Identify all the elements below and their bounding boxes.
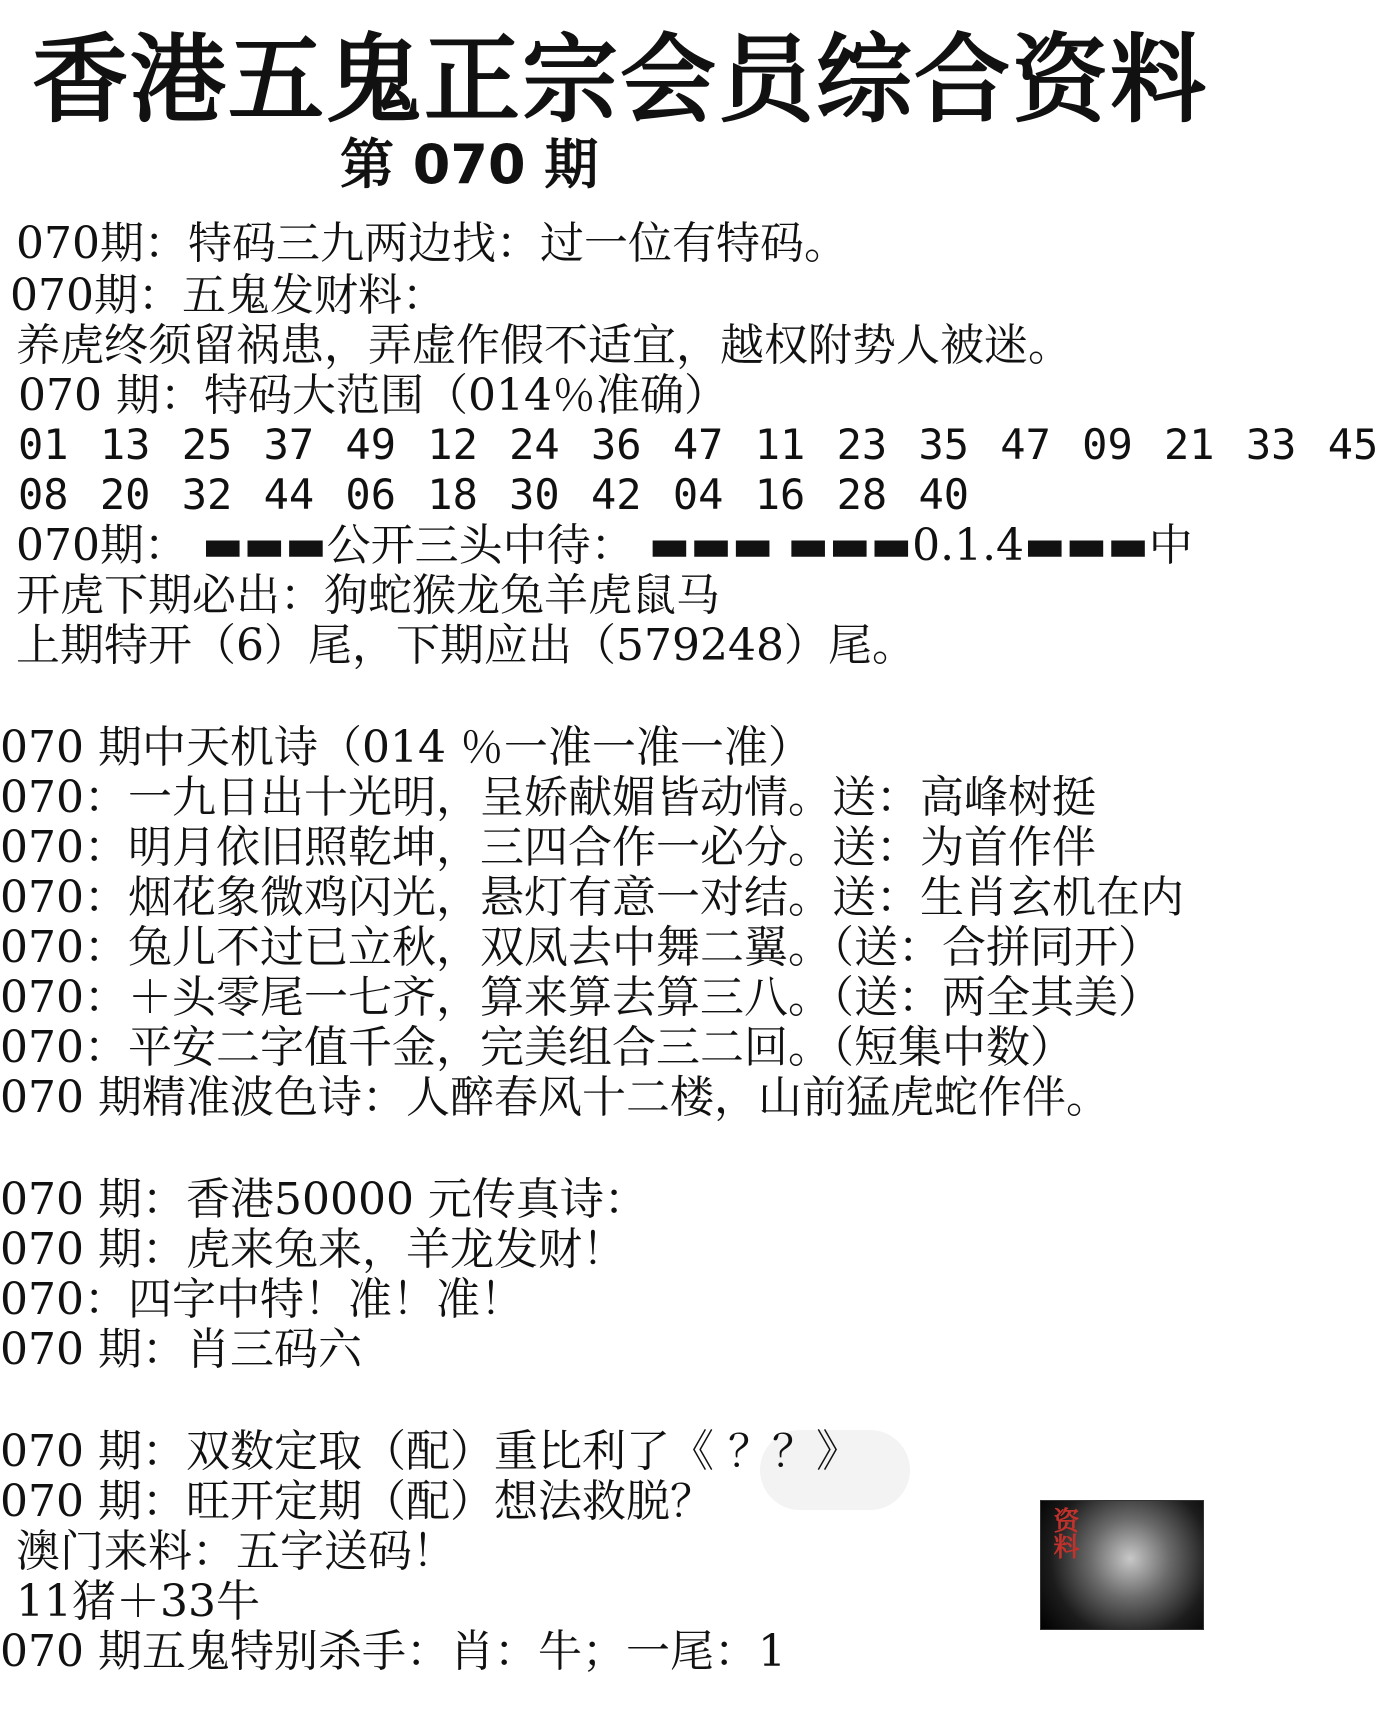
- line-tianji-6: 070：平安二字值千金，完美组合三二回。（短集中数）: [0, 1022, 1074, 1073]
- line-tail: 上期特开（6）尾，下期应出（579248）尾。: [16, 620, 916, 671]
- line-macau-codes: 11猪＋33牛: [16, 1576, 260, 1627]
- portrait-photo: [1040, 1500, 1204, 1630]
- line-fortune-heading: 070期：五鬼发财料：: [10, 270, 446, 321]
- line-killer: 070 期五鬼特别杀手：肖：牛；一尾：1: [0, 1626, 786, 1677]
- line-range-heading: 070 期：特码大范围（014％准确）: [18, 370, 728, 421]
- line-tianji-4: 070：兔儿不过已立秋，双凤去中舞二翼。（送：合拼同开）: [0, 922, 1162, 973]
- line-poem-1: 养虎终须留祸患，弄虚作假不适宜，越权附势人被迷。: [16, 320, 1072, 371]
- issue-number: 第 070 期: [340, 133, 599, 196]
- line-numbers-1: 01 13 25 37 49 12 24 36 47 11 23 35 47 09 21 33 45: [18, 420, 1378, 469]
- page-title: 香港五鬼正宗会员综合资料: [32, 24, 1208, 136]
- line-fax-poem-1: 070 期：虎来兔来，羊龙发财！: [0, 1224, 626, 1275]
- line-fax-poem-2: 070：四字中特！准！准！: [0, 1274, 524, 1325]
- line-macau-heading: 澳门来料：五字送码！: [16, 1526, 456, 1577]
- line-tianji-3: 070：烟花象微鸡闪光，悬灯有意一对结。送：生肖玄机在内: [0, 872, 1184, 923]
- line-tianji-heading: 070 期中天机诗（014 ％一准一准一准）: [0, 722, 812, 773]
- line-tianji-2: 070：明月依旧照乾坤，三四合作一必分。送：为首作伴: [0, 822, 1096, 873]
- line-double-number: 070 期：双数定取（配）重比利了《 ？？》: [0, 1426, 860, 1477]
- line-fax-poem-heading: 070 期：香港50000 元传真诗：: [0, 1174, 648, 1225]
- line-zodiac: 开虎下期必出：狗蛇猴龙兔羊虎鼠马: [16, 570, 720, 621]
- line-fax-poem-3: 070 期：肖三码六: [0, 1324, 362, 1375]
- photo-stamp: 资料: [1049, 1507, 1079, 1559]
- line-tianji-1: 070：一九日出十光明，呈娇献媚皆动情。送：高峰树挺: [0, 772, 1096, 823]
- line-wang-kai: 070 期：旺开定期（配）想法救脱？: [0, 1476, 714, 1527]
- line-numbers-2: 08 20 32 44 06 18 30 42 04 16 28 40: [18, 470, 970, 519]
- line-special-code-hint: 070期：特码三九两边找：过一位有特码。: [16, 218, 848, 269]
- line-tianji-5: 070：＋头零尾一七齐，算来算去算三八。（送：两全其美）: [0, 972, 1162, 1023]
- line-three-heads: 070期： ▬▬▬公开三头中待： ▬▬▬ ▬▬▬0.1.4▬▬▬中: [16, 520, 1193, 571]
- line-wave-color-poem: 070 期精准波色诗：人醉春风十二楼，山前猛虎蛇作伴。: [0, 1072, 1110, 1123]
